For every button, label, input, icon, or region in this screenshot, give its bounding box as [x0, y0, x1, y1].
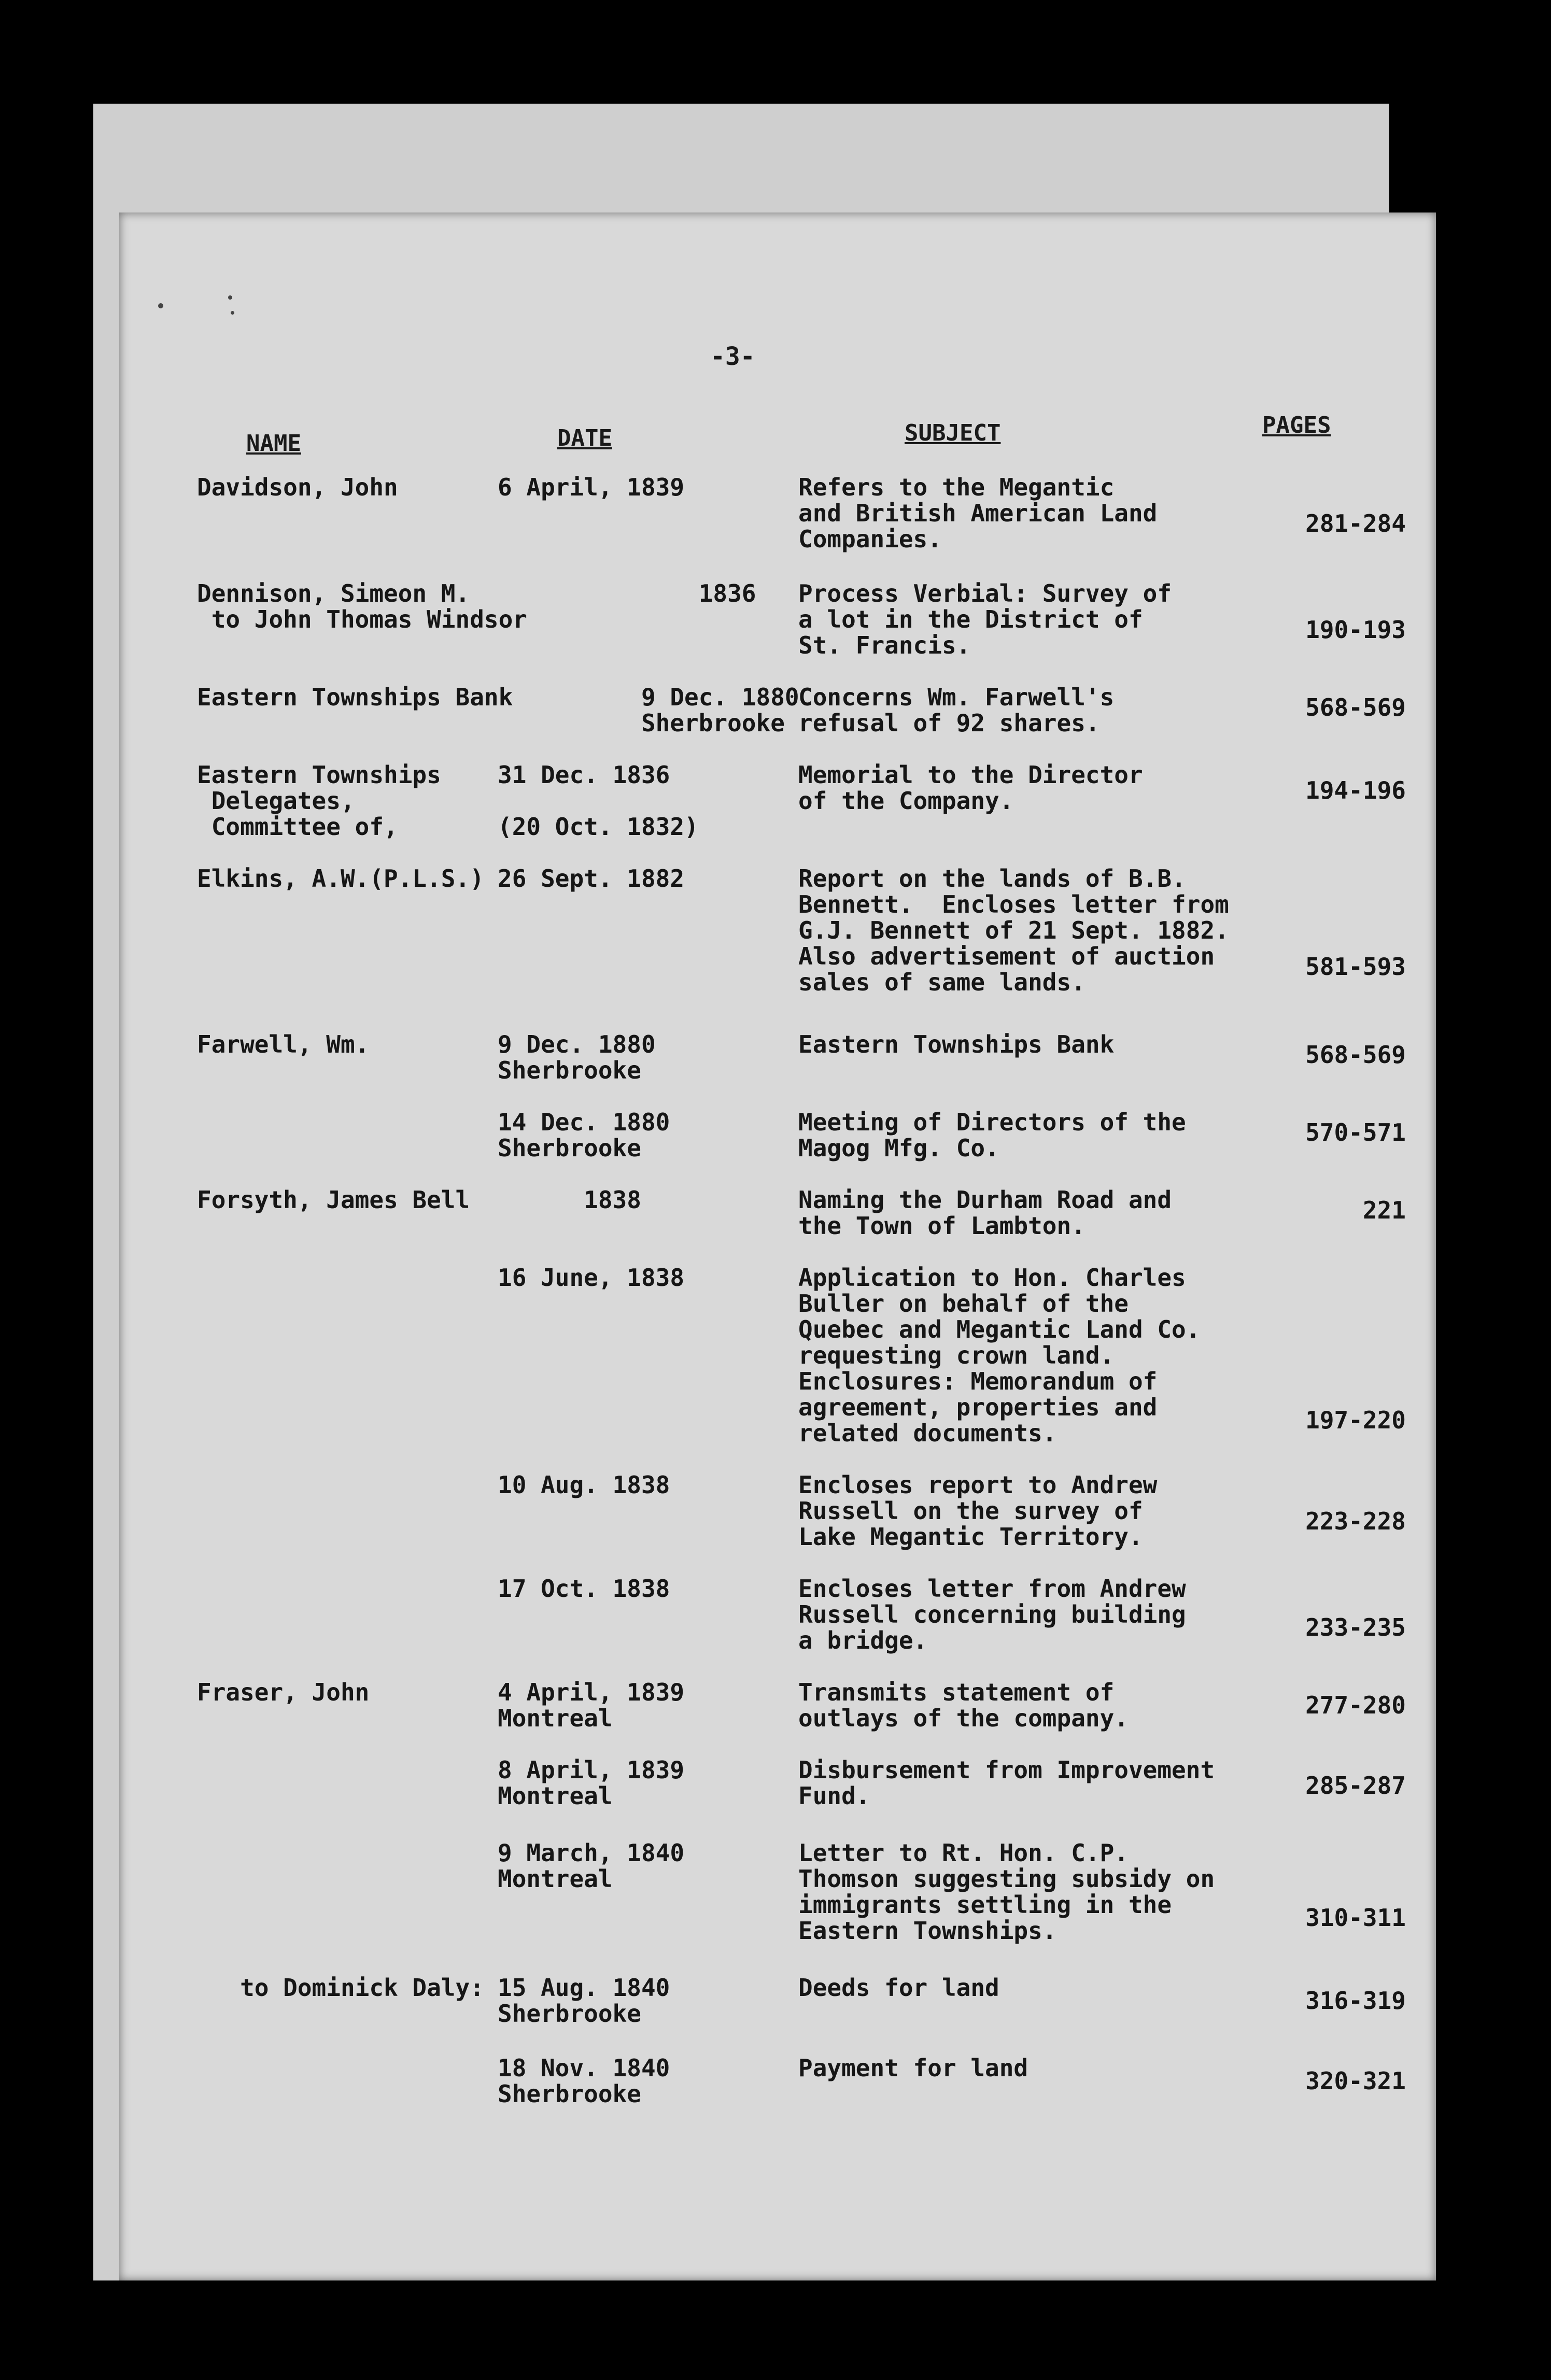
entry-date: 8 April, 1839 Montreal [498, 1756, 685, 1810]
entry-name: Farwell, Wm. [197, 1030, 370, 1058]
entry-subject: Report on the lands of B.B. Bennett. Encloses letter from G.J. Bennett of 21 Sept. 1882. Also advertisement of auction sales of same lands. [798, 865, 1229, 996]
entry-date: 9 Dec. 1880 Sherbrooke [641, 683, 799, 737]
entry-date: 26 Sept. 1882 [498, 865, 685, 892]
document-page [119, 212, 1436, 2280]
entry-subject: Refers to the Megantic and British American Land Companies. [798, 473, 1158, 553]
entry-date: 10 Aug. 1838 [498, 1471, 670, 1499]
entry-subject: Concerns Wm. Farwell's refusal of 92 shares. [798, 683, 1115, 737]
entry-name: Eastern Townships Delegates, Committee of, [197, 761, 441, 841]
entry-pages: 197-220 [1305, 1406, 1406, 1434]
entry-pages: 310-311 [1305, 1904, 1406, 1932]
entry-pages: 190-193 [1305, 616, 1406, 644]
entry-subject: Transmits statement of outlays of the company. [798, 1678, 1129, 1732]
entry-date: 1838 [498, 1186, 641, 1214]
entry-date: 4 April, 1839 Montreal [498, 1678, 685, 1732]
entry-pages: 233-235 [1305, 1613, 1406, 1641]
ink-speck [231, 311, 234, 315]
entry-date: 15 Aug. 1840 Sherbrooke [498, 1974, 670, 2028]
entry-pages: 316-319 [1305, 1987, 1406, 2015]
entry-subject: Letter to Rt. Hon. C.P. Thomson suggesting subsidy on immigrants settling in the Eastern Townships. [798, 1839, 1215, 1945]
entry-name: Fraser, John [197, 1678, 370, 1706]
entry-subject: Process Verbial: Survey of a lot in the District of St. Francis. [798, 579, 1172, 659]
header-name: NAME [246, 430, 301, 457]
entry-pages: 223-228 [1305, 1507, 1406, 1535]
entry-subject: Meeting of Directors of the Magog Mfg. Co. [798, 1108, 1186, 1162]
entry-pages: 285-287 [1305, 1772, 1406, 1800]
entry-subject: Deeds for land [798, 1974, 999, 2002]
entry-subject: Payment for land [798, 2054, 1028, 2082]
header-subject: SUBJECT [905, 420, 1001, 446]
entry-name: to Dominick Daly: [197, 1974, 484, 2002]
entry-subject: Application to Hon. Charles Buller on behalf of the Quebec and Megantic Land Co. requesting crown land. Enclosures: Memorandum of agreement, properties and related documents. [798, 1264, 1201, 1447]
entry-date: 6 April, 1839 [498, 473, 685, 501]
entry-date: 16 June, 1838 [498, 1264, 685, 1292]
entry-subject: Encloses letter from Andrew Russell concerning building a bridge. [798, 1575, 1186, 1654]
entry-pages: 281-284 [1305, 509, 1406, 537]
ink-speck [228, 295, 232, 300]
entry-name: Davidson, John [197, 473, 398, 501]
entry-date: 17 Oct. 1838 [498, 1575, 670, 1603]
entry-pages: 581-593 [1305, 953, 1406, 981]
entry-subject: Eastern Townships Bank [798, 1030, 1115, 1058]
entry-date: 9 March, 1840 Montreal [498, 1839, 685, 1893]
header-date: DATE [557, 425, 612, 451]
entry-date: 1836 [498, 579, 756, 607]
entry-subject: Disbursement from Improvement Fund. [798, 1756, 1215, 1810]
entry-name: Elkins, A.W.(P.L.S.) [197, 865, 484, 892]
entry-pages: 221 [1362, 1196, 1406, 1224]
entry-pages: 568-569 [1305, 693, 1406, 721]
entry-name: Dennison, Simeon M. to John Thomas Windsor [197, 579, 527, 633]
ink-speck [158, 303, 163, 308]
entry-date: 18 Nov. 1840 Sherbrooke [498, 2054, 670, 2108]
entry-subject: Memorial to the Director of the Company. [798, 761, 1143, 815]
entry-name: Forsyth, James Bell [197, 1186, 470, 1214]
page-number: -3- [710, 342, 755, 371]
entry-date: 31 Dec. 1836 (20 Oct. 1832) [498, 761, 699, 841]
entry-subject: Encloses report to Andrew Russell on the survey of Lake Megantic Territory. [798, 1471, 1158, 1551]
entry-pages: 568-569 [1305, 1041, 1406, 1069]
entry-pages: 320-321 [1305, 2067, 1406, 2095]
entry-subject: Naming the Durham Road and the Town of Lambton. [798, 1186, 1172, 1240]
header-pages: PAGES [1262, 412, 1331, 438]
entry-date: 14 Dec. 1880 Sherbrooke [498, 1108, 670, 1162]
entry-pages: 194-196 [1305, 776, 1406, 804]
entry-date: 9 Dec. 1880 Sherbrooke [498, 1030, 656, 1084]
entry-name: Eastern Townships Bank [197, 683, 513, 711]
entry-pages: 277-280 [1305, 1691, 1406, 1719]
entry-pages: 570-571 [1305, 1118, 1406, 1146]
